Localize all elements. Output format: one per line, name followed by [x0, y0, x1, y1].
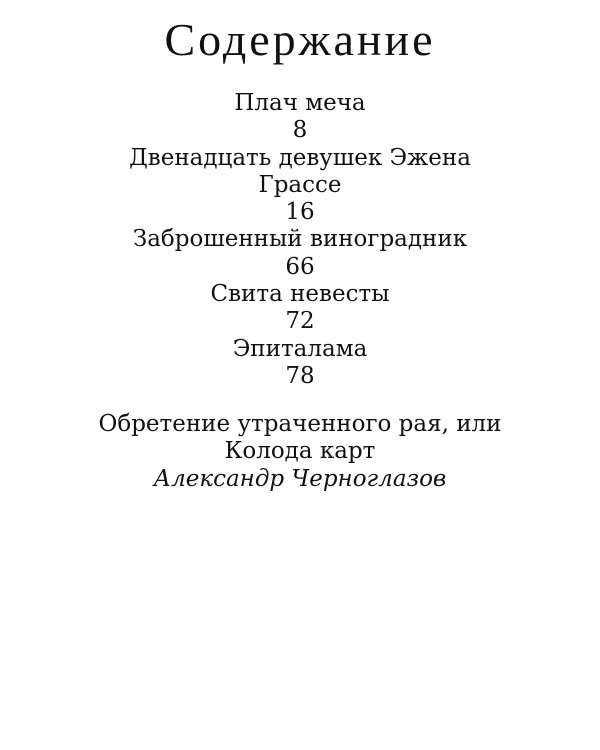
- toc-entry: [0, 281, 600, 336]
- toc-entry-page: 78: [285, 362, 315, 389]
- toc-entry-page: 66: [285, 253, 315, 280]
- toc-entry-page: 72: [285, 308, 315, 335]
- afterword-title-continued: Колода карт: [224, 438, 376, 465]
- page-title: Содержание: [164, 14, 436, 65]
- toc-entry-title: Заброшенный виноградник: [132, 226, 468, 253]
- table-of-contents: [0, 90, 600, 390]
- toc-entry-page: 8: [292, 117, 308, 144]
- toc-entry-title: Эпиталама: [232, 335, 368, 362]
- afterword-section: [0, 411, 600, 493]
- toc-entry: [0, 226, 600, 281]
- toc-entry: [0, 336, 600, 391]
- toc-entry: [0, 90, 600, 145]
- toc-entry-title: Двенадцать девушек Эжена: [129, 144, 471, 171]
- toc-entry-title-continued: Грассе: [258, 171, 342, 198]
- toc-entry: [0, 145, 600, 227]
- afterword-title: Обретение утраченного рая, или: [98, 411, 502, 437]
- afterword-author: Александр Черноглазов: [153, 465, 447, 492]
- toc-entry-page: 16: [285, 199, 315, 226]
- toc-entry-title: Плач меча: [234, 90, 366, 116]
- toc-entry-title: Свита невесты: [210, 281, 390, 308]
